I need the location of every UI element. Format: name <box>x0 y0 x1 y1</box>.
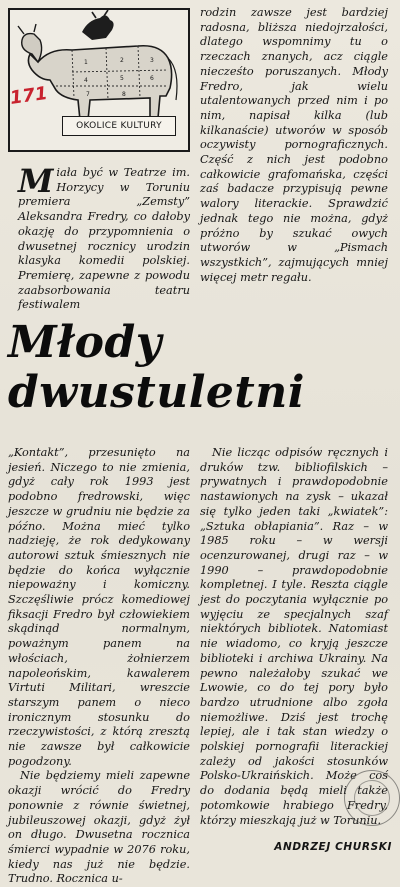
svg-text:6: 6 <box>150 75 154 82</box>
library-stamp-inner-ring <box>354 780 390 816</box>
body-left-column <box>8 446 190 887</box>
headline-line-2: dwustuletni <box>8 367 305 418</box>
section-caption: OKOLICE KULTURY <box>62 116 176 136</box>
svg-text:2: 2 <box>120 57 124 64</box>
lead-column <box>18 162 190 313</box>
body-left-paragraph-1: „Kontakt”, przesunięto na jesień. Niczego to nie zmienia, gdyż cały rok 1993 jest podobno fredrowski, więc jeszcze w grudniu nie będzie za późno. Można mieć tylko nadzieję, że rok dedykowany autorowi sztuk śmiesznych nie będzie do końca wyłącznie niepoważny i komiczny. Szczęśliwie prócz komediowej fiksacji Fredro był człowiekiem skądinąd normalnym, poważnym panem na włościach, żołnierzem napoleońskim, kawalerem Virtuti Militari, wreszcie starszym panem o nieco ironicznym stosunku do rzeczywistości, z którą zresztą nie zawsze był całkowicie pogodzony. <box>8 446 190 768</box>
headline <box>8 318 392 418</box>
top-right-text: rodzin zawsze jest bardziej radosna, bliższa niedojrzałości, dlatego wspomnimy tu o rzeczach znanych, acz ciągle niecześto poruszanych. Młody Fredro, jak wielu utalentowanych przed nim i po nim, napisał kilka (lub kilkanaście) utworów w sposób oczywisty pornograficznych. Część z nich jest podobno całkowicie grafomańska, części zaś badacze przypisują pewne walory literackie. Sprawdzić jednak tego nie można, gdyż próżno by szukać owych utworów w „Pismach wszystkich”, zajmujących mniej więcej metr regału. <box>200 6 388 284</box>
page-number-stamp: 171 <box>8 82 49 109</box>
svg-text:4: 4 <box>84 77 88 84</box>
body-right-paragraph: Nie licząc odpisów ręcznych i druków tzw. bibliofilskich – prywatnych i prawdopodobnie nastawionych na zysk – ukazał się tylko jeden taki „kwiatek”: „Sztuka obłapiania”. Raz – w 1985 roku – w wersji ocenzurowanej, drugi raz – w 1990 – prawdopodobnie kompletnej. I tyle. Reszta ciągle jest do poczytania wyłącznie po wyjęciu ze specjalnych szaf niektórych bibliotek. Natomiast nie wiadomo, co kryją jeszcze biblioteki i archiwa Ukrainy. Na pewno należałoby szukać we Lwowie, co do tej pory było bardzo utrudnione albo zgoła niemożliwe. Dziś jest trochę lepiej, ale i tak stan wiedzy o polskiej pornografii literackiej zależy od jakości stosunków Polsko-Ukraińskich. Może coś do dodania będą mieli także potomkowie hrabiego Fredry, którzy mieszkają już w Toruniu. <box>200 446 388 827</box>
body-left-paragraph-2: Nie będziemy mieli zapewne okazji wrócić do Fredry ponownie z równie świetnej, jubileuszowej okazji, gdyż żył on długo. Dwusetna rocznica śmierci wypadnie w 2076 roku, kiedy nas już nie będzie. Trudno. Rocznica u- <box>8 769 190 886</box>
svg-text:7: 7 <box>86 91 90 98</box>
svg-text:3: 3 <box>150 57 154 64</box>
svg-text:1: 1 <box>84 59 88 66</box>
top-right-column <box>200 6 388 285</box>
drop-cap: M <box>18 162 54 200</box>
author-byline: ANDRZEJ CHURSKI <box>274 841 392 853</box>
svg-text:5: 5 <box>120 75 124 82</box>
body-right-column <box>200 446 388 828</box>
headline-line-1: Młody <box>8 317 162 368</box>
lead-text: iała być w Teatrze im. Horzycy w Toruniu premiera „Zemsty” Aleksandra Fredry, co dałoby okazję do przypomnienia o dwusetnej rocznicy urodzin klasyka komedii polskiej. Premierę, zapewne z powodu zaabsorbowania teatru festiwalem <box>18 166 190 312</box>
svg-text:8: 8 <box>122 91 126 98</box>
